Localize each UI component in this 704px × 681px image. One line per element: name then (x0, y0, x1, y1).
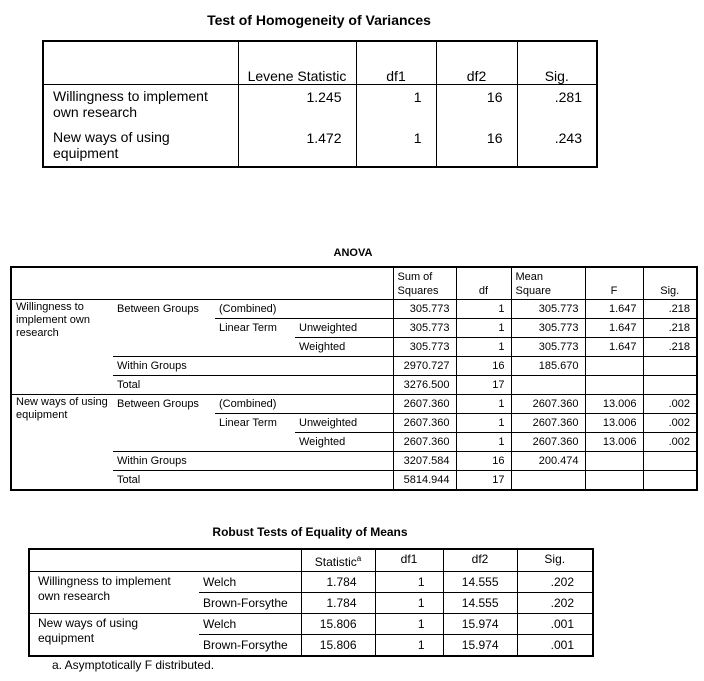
empty-cell (643, 356, 697, 375)
table-row (11, 394, 697, 413)
header-f: F (585, 267, 643, 299)
header-df: df (456, 267, 511, 299)
header-sum-of-squares: Sum of Squares (393, 267, 456, 299)
header-statistic (301, 549, 375, 572)
cell-sig: .218 (643, 318, 697, 337)
homogeneity-table (42, 40, 598, 168)
total-label: Total (113, 375, 393, 394)
anova-table (10, 266, 698, 491)
cell-sig: .218 (643, 299, 697, 318)
cell-ss: 3207.584 (393, 451, 456, 470)
cell-sig: .202 (517, 593, 593, 614)
cell-df1: 1 (356, 84, 436, 126)
cell-df1: 1 (356, 126, 436, 167)
cell-ss: 2970.727 (393, 356, 456, 375)
cell-ss: 2607.360 (393, 394, 456, 413)
within-groups-label: Within Groups (113, 451, 393, 470)
homogeneity-title: Test of Homogeneity of Variances (207, 12, 431, 28)
footnote-marker: a (356, 554, 362, 563)
cell-ms: 305.773 (511, 337, 585, 356)
cell-df1: 1 (375, 635, 443, 657)
spacer-cell (113, 337, 215, 356)
spacer-cell (215, 432, 295, 451)
between-groups-label: Between Groups (113, 394, 215, 413)
weighted-label: Weighted (295, 432, 393, 451)
weighted-label: Weighted (295, 337, 393, 356)
statistic-label: Statistic (314, 555, 357, 569)
robust-table (28, 548, 594, 657)
table-row (11, 375, 697, 394)
header-empty-cell (11, 267, 393, 299)
cell-df: 1 (456, 394, 511, 413)
cell-sig: .002 (643, 432, 697, 451)
cell-df: 17 (456, 470, 511, 490)
table-header-row (11, 267, 697, 299)
cell-statistic: 15.806 (301, 614, 375, 635)
within-groups-label: Within Groups (113, 356, 393, 375)
cell-df: 1 (456, 337, 511, 356)
table-row (11, 337, 697, 356)
cell-df: 1 (456, 299, 511, 318)
cell-df2: 15.974 (443, 614, 517, 635)
cell-ms: 185.670 (511, 356, 585, 375)
cell-df1: 1 (375, 572, 443, 593)
table-row (11, 451, 697, 470)
cell-statistic: 1.784 (301, 593, 375, 614)
cell-f: 13.006 (585, 432, 643, 451)
header-levene: Levene Statistic (238, 41, 356, 84)
linear-term-label: Linear Term (215, 318, 295, 337)
cell-sig: .218 (643, 337, 697, 356)
cell-ms: 200.474 (511, 451, 585, 470)
cell-ss: 2607.360 (393, 432, 456, 451)
test-name: Brown-Forsythe (199, 593, 301, 614)
header-mean-square: Mean Square (511, 267, 585, 299)
cell-df: 1 (456, 318, 511, 337)
empty-cell (511, 470, 585, 490)
cell-df: 1 (456, 413, 511, 432)
cell-ms: 305.773 (511, 299, 585, 318)
empty-cell (643, 470, 697, 490)
cell-df2: 16 (436, 126, 517, 167)
empty-cell (643, 375, 697, 394)
header-empty-cell (29, 549, 301, 572)
cell-sig: .001 (517, 614, 593, 635)
group-label: New ways of using equipment (11, 394, 113, 490)
group-label: Willingness to implement own research (11, 299, 113, 394)
cell-sig: .001 (517, 635, 593, 657)
cell-ss: 305.773 (393, 299, 456, 318)
test-name: Welch (199, 572, 301, 593)
between-groups-label: Between Groups (113, 299, 215, 318)
cell-sig: .281 (517, 84, 597, 126)
cell-f: 1.647 (585, 299, 643, 318)
cell-df2: 14.555 (443, 572, 517, 593)
combined-label: (Combined) (215, 299, 393, 318)
cell-sig: .243 (517, 126, 597, 167)
empty-cell (585, 375, 643, 394)
cell-df: 1 (456, 432, 511, 451)
cell-ss: 5814.944 (393, 470, 456, 490)
cell-sig: .202 (517, 572, 593, 593)
header-empty-cell (43, 41, 238, 84)
header-sig: Sig. (517, 41, 597, 84)
empty-cell (585, 451, 643, 470)
cell-df: 17 (456, 375, 511, 394)
table-row (29, 614, 593, 635)
cell-ss: 3276.500 (393, 375, 456, 394)
cell-sig: .002 (643, 413, 697, 432)
spacer-cell (113, 432, 215, 451)
table-header-row (43, 41, 597, 84)
cell-ss: 305.773 (393, 337, 456, 356)
table-row (29, 572, 593, 593)
cell-f: 13.006 (585, 413, 643, 432)
header-df2: df2 (443, 549, 517, 572)
cell-ss: 305.773 (393, 318, 456, 337)
footnote: a. Asymptotically F distributed. (52, 658, 215, 672)
unweighted-label: Unweighted (295, 413, 393, 432)
table-row (43, 84, 597, 126)
cell-df1: 1 (375, 614, 443, 635)
table-header-row (29, 549, 593, 572)
cell-ms: 2607.360 (511, 394, 585, 413)
cell-ss: 2607.360 (393, 413, 456, 432)
group-label: Willingness to implement own research (29, 572, 199, 614)
spacer-cell (215, 337, 295, 356)
cell-f: 1.647 (585, 337, 643, 356)
table-row (11, 299, 697, 318)
test-name: Welch (199, 614, 301, 635)
cell-statistic: 1.784 (301, 572, 375, 593)
unweighted-label: Unweighted (295, 318, 393, 337)
cell-ms: 305.773 (511, 318, 585, 337)
cell-df2: 14.555 (443, 593, 517, 614)
table-row (43, 126, 597, 167)
cell-df: 16 (456, 451, 511, 470)
header-df2: df2 (436, 41, 517, 84)
combined-label: (Combined) (215, 394, 393, 413)
cell-sig: .002 (643, 394, 697, 413)
empty-cell (643, 451, 697, 470)
empty-cell (585, 470, 643, 490)
table-row (11, 318, 697, 337)
header-df1: df1 (356, 41, 436, 84)
cell-statistic: 15.806 (301, 635, 375, 657)
row-label: New ways of using equipment (43, 126, 238, 167)
robust-title: Robust Tests of Equality of Means (212, 525, 408, 539)
cell-df: 16 (456, 356, 511, 375)
cell-levene: 1.472 (238, 126, 356, 167)
test-name: Brown-Forsythe (199, 635, 301, 657)
cell-f: 1.647 (585, 318, 643, 337)
header-sig: Sig. (517, 549, 593, 572)
header-sig: Sig. (643, 267, 697, 299)
table-row (11, 413, 697, 432)
cell-f: 13.006 (585, 394, 643, 413)
anova-title: ANOVA (333, 247, 373, 259)
empty-cell (511, 375, 585, 394)
group-label: New ways of using equipment (29, 614, 199, 657)
empty-cell (585, 356, 643, 375)
table-row (11, 356, 697, 375)
spacer-cell (113, 318, 215, 337)
table-row (11, 470, 697, 490)
cell-df2: 16 (436, 84, 517, 126)
row-label: Willingness to implement own research (43, 84, 238, 126)
cell-ms: 2607.360 (511, 413, 585, 432)
cell-levene: 1.245 (238, 84, 356, 126)
linear-term-label: Linear Term (215, 413, 295, 432)
table-row (11, 432, 697, 451)
cell-df1: 1 (375, 593, 443, 614)
header-df1: df1 (375, 549, 443, 572)
spacer-cell (113, 413, 215, 432)
cell-ms: 2607.360 (511, 432, 585, 451)
total-label: Total (113, 470, 393, 490)
cell-df2: 15.974 (443, 635, 517, 657)
